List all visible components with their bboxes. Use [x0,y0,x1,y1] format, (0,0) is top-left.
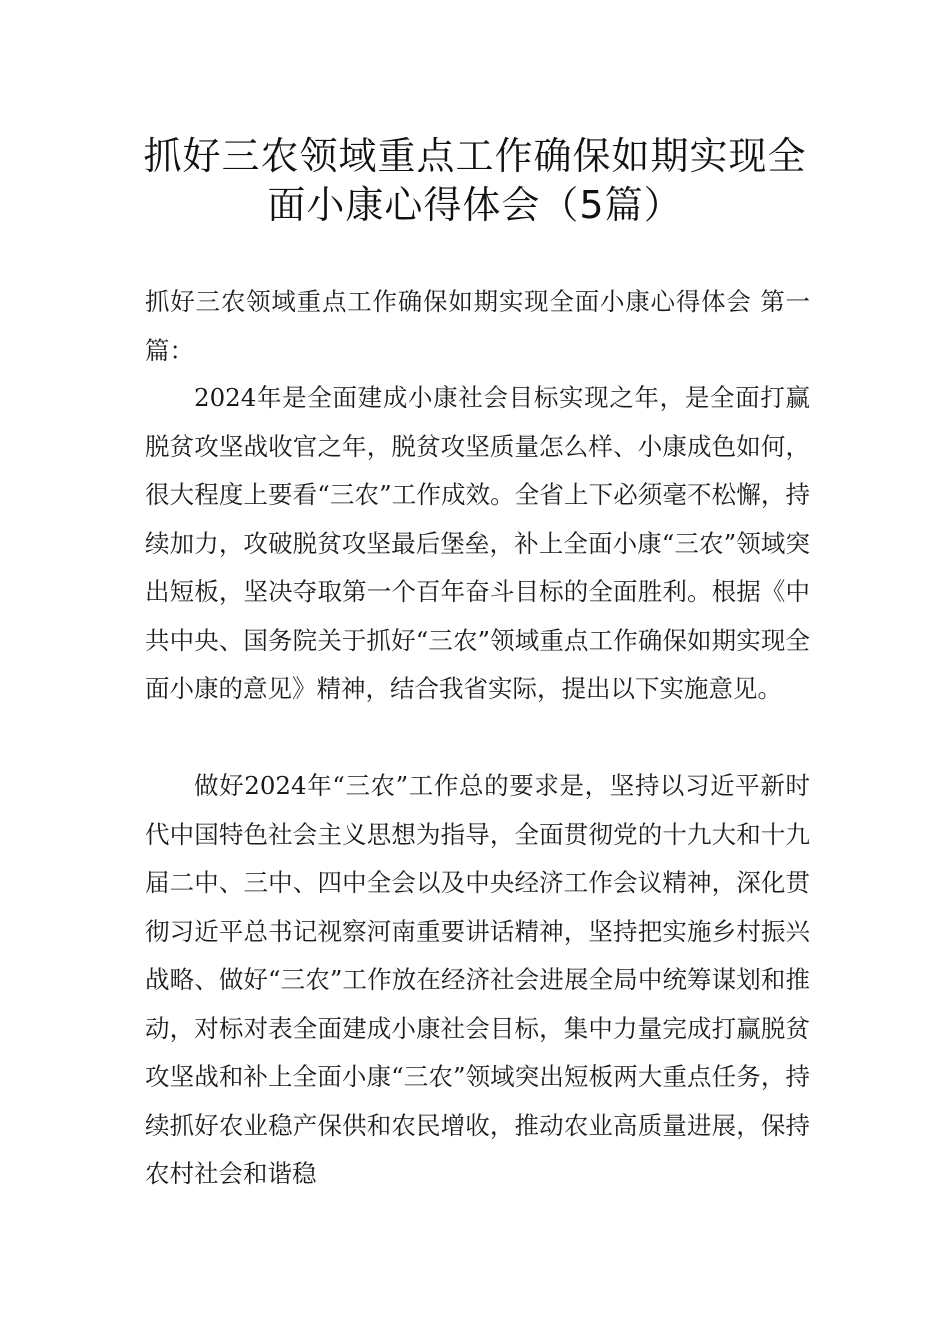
body-paragraph-1: 2024年是全面建成小康社会目标实现之年，是全面打赢脱贫攻坚战收官之年，脱贫攻坚质量怎么样、小康成色如何，很大程度上要看“三农”工作成效。全省上下必须毫不松懈，持续加力，攻破脱贫攻坚最后堡垒，补上全面小康“三农”领域突出短板，坚决夺取第一个百年奋斗目标的全面胜利。根据《中共中央、国务院关于抓好“三农”领域重点工作确保如期实现全面小康的意见》精神，结合我省实际，提出以下实施意见。 [145,383,810,703]
document-title-line-1: 抓好三农领域重点工作确保如期实现全 [143,134,807,178]
section-heading: 抓好三农领域重点工作确保如期实现全面小康心得体会 第一篇： [145,287,810,365]
body-paragraph-2: 做好2024年“三农”工作总的要求是，坚持以习近平新时代中国特色社会主义思想为指导，全面贯彻党的十九大和十九届二中、三中、四中全会以及中央经济工作会议精神，深化贯彻习近平总书记视察河南重要讲话精神，坚持把实施乡村振兴战略、做好“三农”工作放在经济社会进展全局中统筹谋划和推动，对标对表全面建成小康社会目标，集中力量完成打赢脱贫攻坚战和补上全面小康“三农”领域突出短板两大重点任务，持续抓好农业稳产保供和农民增收，推动农业高质量进展，保持农村社会和谐稳 [145,771,810,1188]
document-title-line-2: 面小康心得体会（5篇） [267,183,683,227]
